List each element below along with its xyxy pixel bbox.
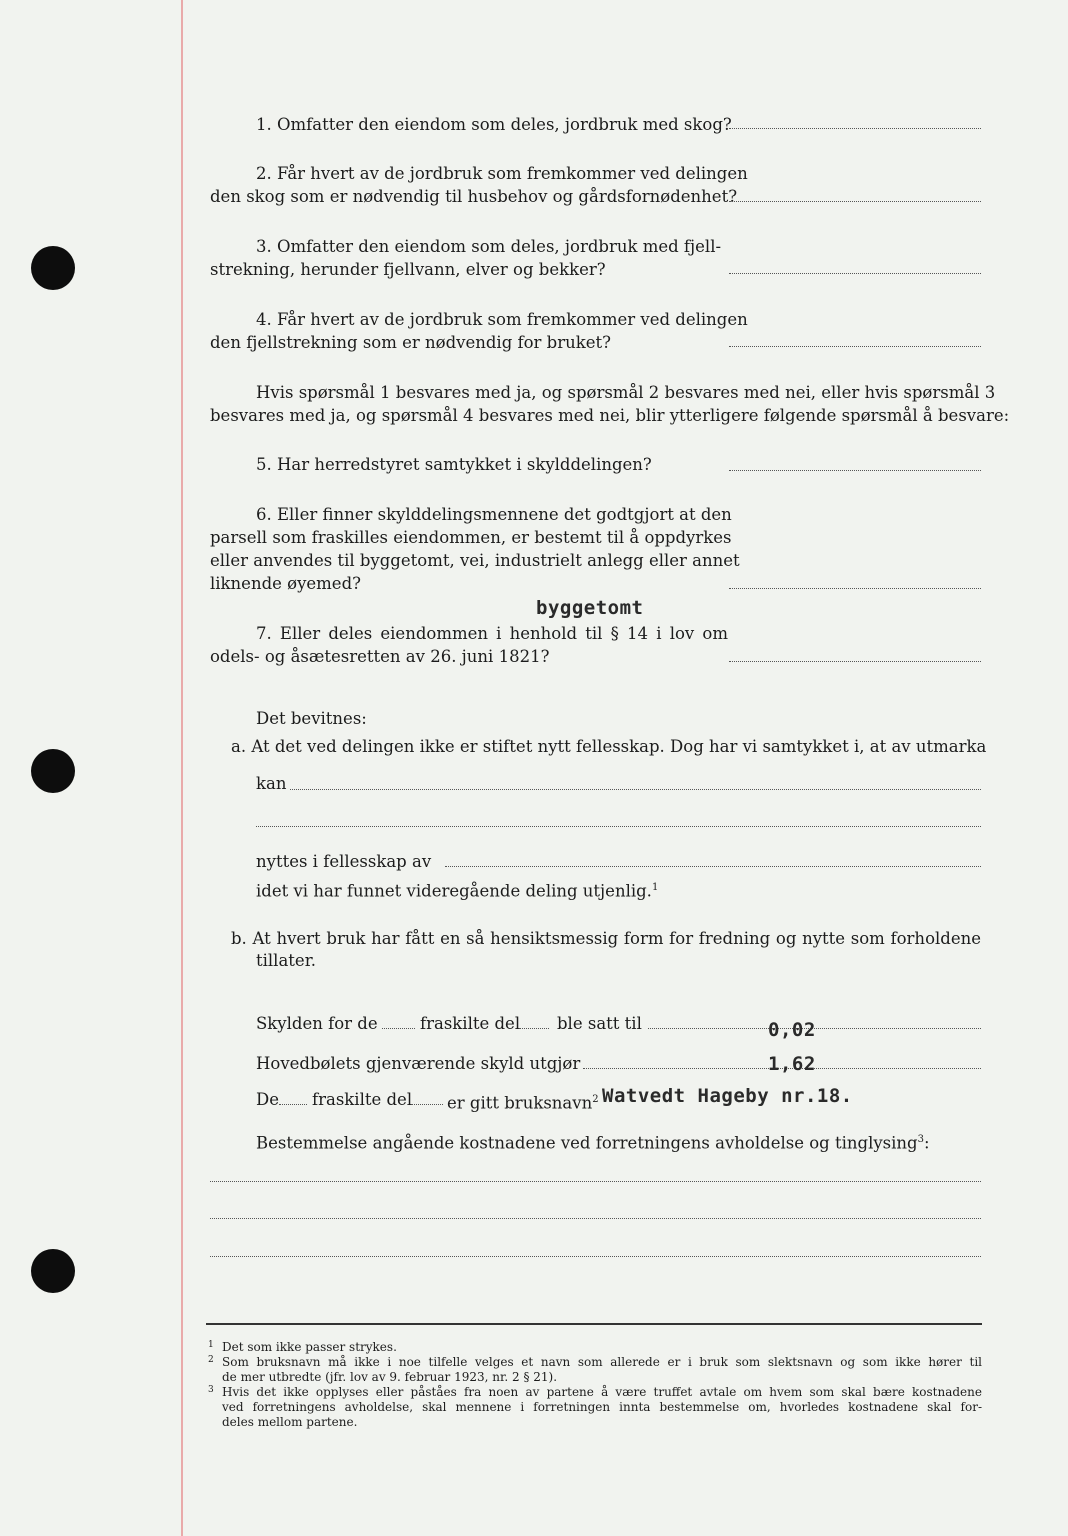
footnote-3-line-1: Hvis det ikke opplyses eller påståes fra noen av partene å være truffet avtale om hvem som skal bære kostnadene bbox=[222, 1385, 982, 1399]
footnote-2-line-1: Som bruksnavn må ikke i noe tilfelle velges et navn som allerede er i bruk som slektsnavn og som ikke hører til bbox=[222, 1355, 982, 1369]
bruksnavn-blank-1[interactable] bbox=[279, 1104, 307, 1105]
question-3-line-1: 3. Omfatter den eiendom som deles, jordbruk med fjell- bbox=[256, 237, 722, 256]
question-7-line-1: 7. Eller deles eiendommen i henhold til § 14 i lov om bbox=[256, 624, 728, 643]
kan-label: kan bbox=[256, 774, 287, 793]
clause-a: a. At det ved delingen ikke er stiftet nytt fellesskap. Dog har vi samtykket i, at av utmarka bbox=[231, 737, 987, 756]
question-6-line-4: liknende øyemed? bbox=[210, 574, 361, 593]
skylden-value: 0,02 bbox=[768, 1019, 816, 1041]
question-4-line-2: den fjellstrekning som er nødvendig for bruket? bbox=[210, 333, 611, 352]
footnote-3-line-2: ved forretningens avholdelse, skal mennene i forretningen innta bestemmelse om, hvorledes kostnadene skal for- bbox=[222, 1400, 982, 1414]
answer-line-5[interactable] bbox=[729, 470, 981, 471]
footnote-3-number: 3 bbox=[208, 1385, 214, 1395]
kan-line-2[interactable] bbox=[256, 826, 981, 827]
bestemmelse-label: Bestemmelse angående kostnadene ved forretningens avholdelse og tinglysing$^3$: bbox=[256, 1133, 930, 1153]
question-3-line-2: strekning, herunder fjellvann, elver og bekker? bbox=[210, 260, 606, 279]
kan-line[interactable] bbox=[290, 789, 981, 790]
footnote-rule bbox=[206, 1323, 982, 1325]
skylden-label-c: ble satt til bbox=[557, 1014, 642, 1033]
bestemmelse-line-2[interactable] bbox=[210, 1218, 981, 1219]
question-5: 5. Har herredstyret samtykket i skylddelingen? bbox=[256, 455, 652, 474]
question-4-line-1: 4. Får hvert av de jordbruk som fremkommer ved delingen bbox=[256, 310, 748, 329]
answer-line-1[interactable] bbox=[729, 128, 981, 129]
skylden-label-a: Skylden for de bbox=[256, 1014, 378, 1033]
idet-line: idet vi har funnet videregående deling utjenlig.$^1$ bbox=[256, 881, 659, 901]
margin-line bbox=[181, 0, 183, 1536]
hovedbol-value: 1,62 bbox=[768, 1053, 816, 1075]
bruksnavn-label-a: De bbox=[256, 1090, 279, 1109]
clause-b-line-1: b. At hvert bruk har fått en så hensiktsmessig form for fredning og nytte som forholdene bbox=[231, 929, 981, 948]
punch-hole bbox=[31, 1249, 75, 1293]
typed-answer-byggetomt: byggetomt bbox=[536, 597, 644, 619]
skylden-blank-2[interactable] bbox=[519, 1028, 549, 1029]
nyttes-line[interactable] bbox=[445, 866, 981, 867]
bruksnavn-value: Watvedt Hageby nr.18. bbox=[602, 1085, 853, 1107]
instruction-line-1: Hvis spørsmål 1 besvares med ja, og spørsmål 2 besvares med nei, eller hvis spørsmål 3 bbox=[256, 383, 996, 402]
footnote-3-line-3: deles mellom partene. bbox=[222, 1415, 358, 1429]
footnote-2-number: 2 bbox=[208, 1355, 214, 1365]
clause-b-line-2: tillater. bbox=[256, 951, 317, 970]
answer-line-4[interactable] bbox=[729, 346, 981, 347]
punch-hole bbox=[31, 749, 75, 793]
question-6-line-3: eller anvendes til byggetomt, vei, industrielt anlegg eller annet bbox=[210, 551, 740, 570]
bevitnes-heading: Det bevitnes: bbox=[256, 709, 367, 728]
footnote-1-number: 1 bbox=[208, 1340, 214, 1350]
question-2-line-1: 2. Får hvert av de jordbruk som fremkommer ved delingen bbox=[256, 164, 748, 183]
skylden-label-b: fraskilte del bbox=[420, 1014, 521, 1033]
bestemmelse-line-3[interactable] bbox=[210, 1256, 981, 1257]
bruksnavn-label-c: er gitt bruksnavn$^2$ bbox=[447, 1093, 599, 1113]
answer-line-3[interactable] bbox=[729, 273, 981, 274]
bestemmelse-line-1[interactable] bbox=[210, 1181, 981, 1182]
question-2-line-2: den skog som er nødvendig til husbehov og gårdsfornødenhet? bbox=[210, 187, 738, 206]
nyttes-label: nyttes i fellesskap av bbox=[256, 852, 432, 871]
skylden-blank-1[interactable] bbox=[382, 1028, 415, 1029]
question-7-line-2: odels- og åsætesretten av 26. juni 1821? bbox=[210, 647, 550, 666]
question-1: 1. Omfatter den eiendom som deles, jordbruk med skog? bbox=[256, 115, 732, 134]
footnote-2-line-2: de mer utbredte (jfr. lov av 9. februar 1923, nr. 2 § 21). bbox=[222, 1370, 558, 1384]
instruction-line-2: besvares med ja, og spørsmål 4 besvares med nei, blir ytterligere følgende spørsmål å besvare: bbox=[210, 406, 1010, 425]
answer-line-7[interactable] bbox=[729, 661, 981, 662]
answer-line-6[interactable] bbox=[729, 588, 981, 589]
question-6-line-2: parsell som fraskilles eiendommen, er bestemt til å oppdyrkes bbox=[210, 528, 732, 547]
answer-line-2[interactable] bbox=[729, 201, 981, 202]
footnote-1: Det som ikke passer strykes. bbox=[222, 1340, 397, 1354]
bruksnavn-blank-2[interactable] bbox=[411, 1104, 443, 1105]
bruksnavn-label-b: fraskilte del bbox=[312, 1090, 413, 1109]
hovedbol-label: Hovedbølets gjenværende skyld utgjør bbox=[256, 1054, 581, 1073]
punch-hole bbox=[31, 246, 75, 290]
question-6-line-1: 6. Eller finner skylddelingsmennene det godtgjort at den bbox=[256, 505, 732, 524]
